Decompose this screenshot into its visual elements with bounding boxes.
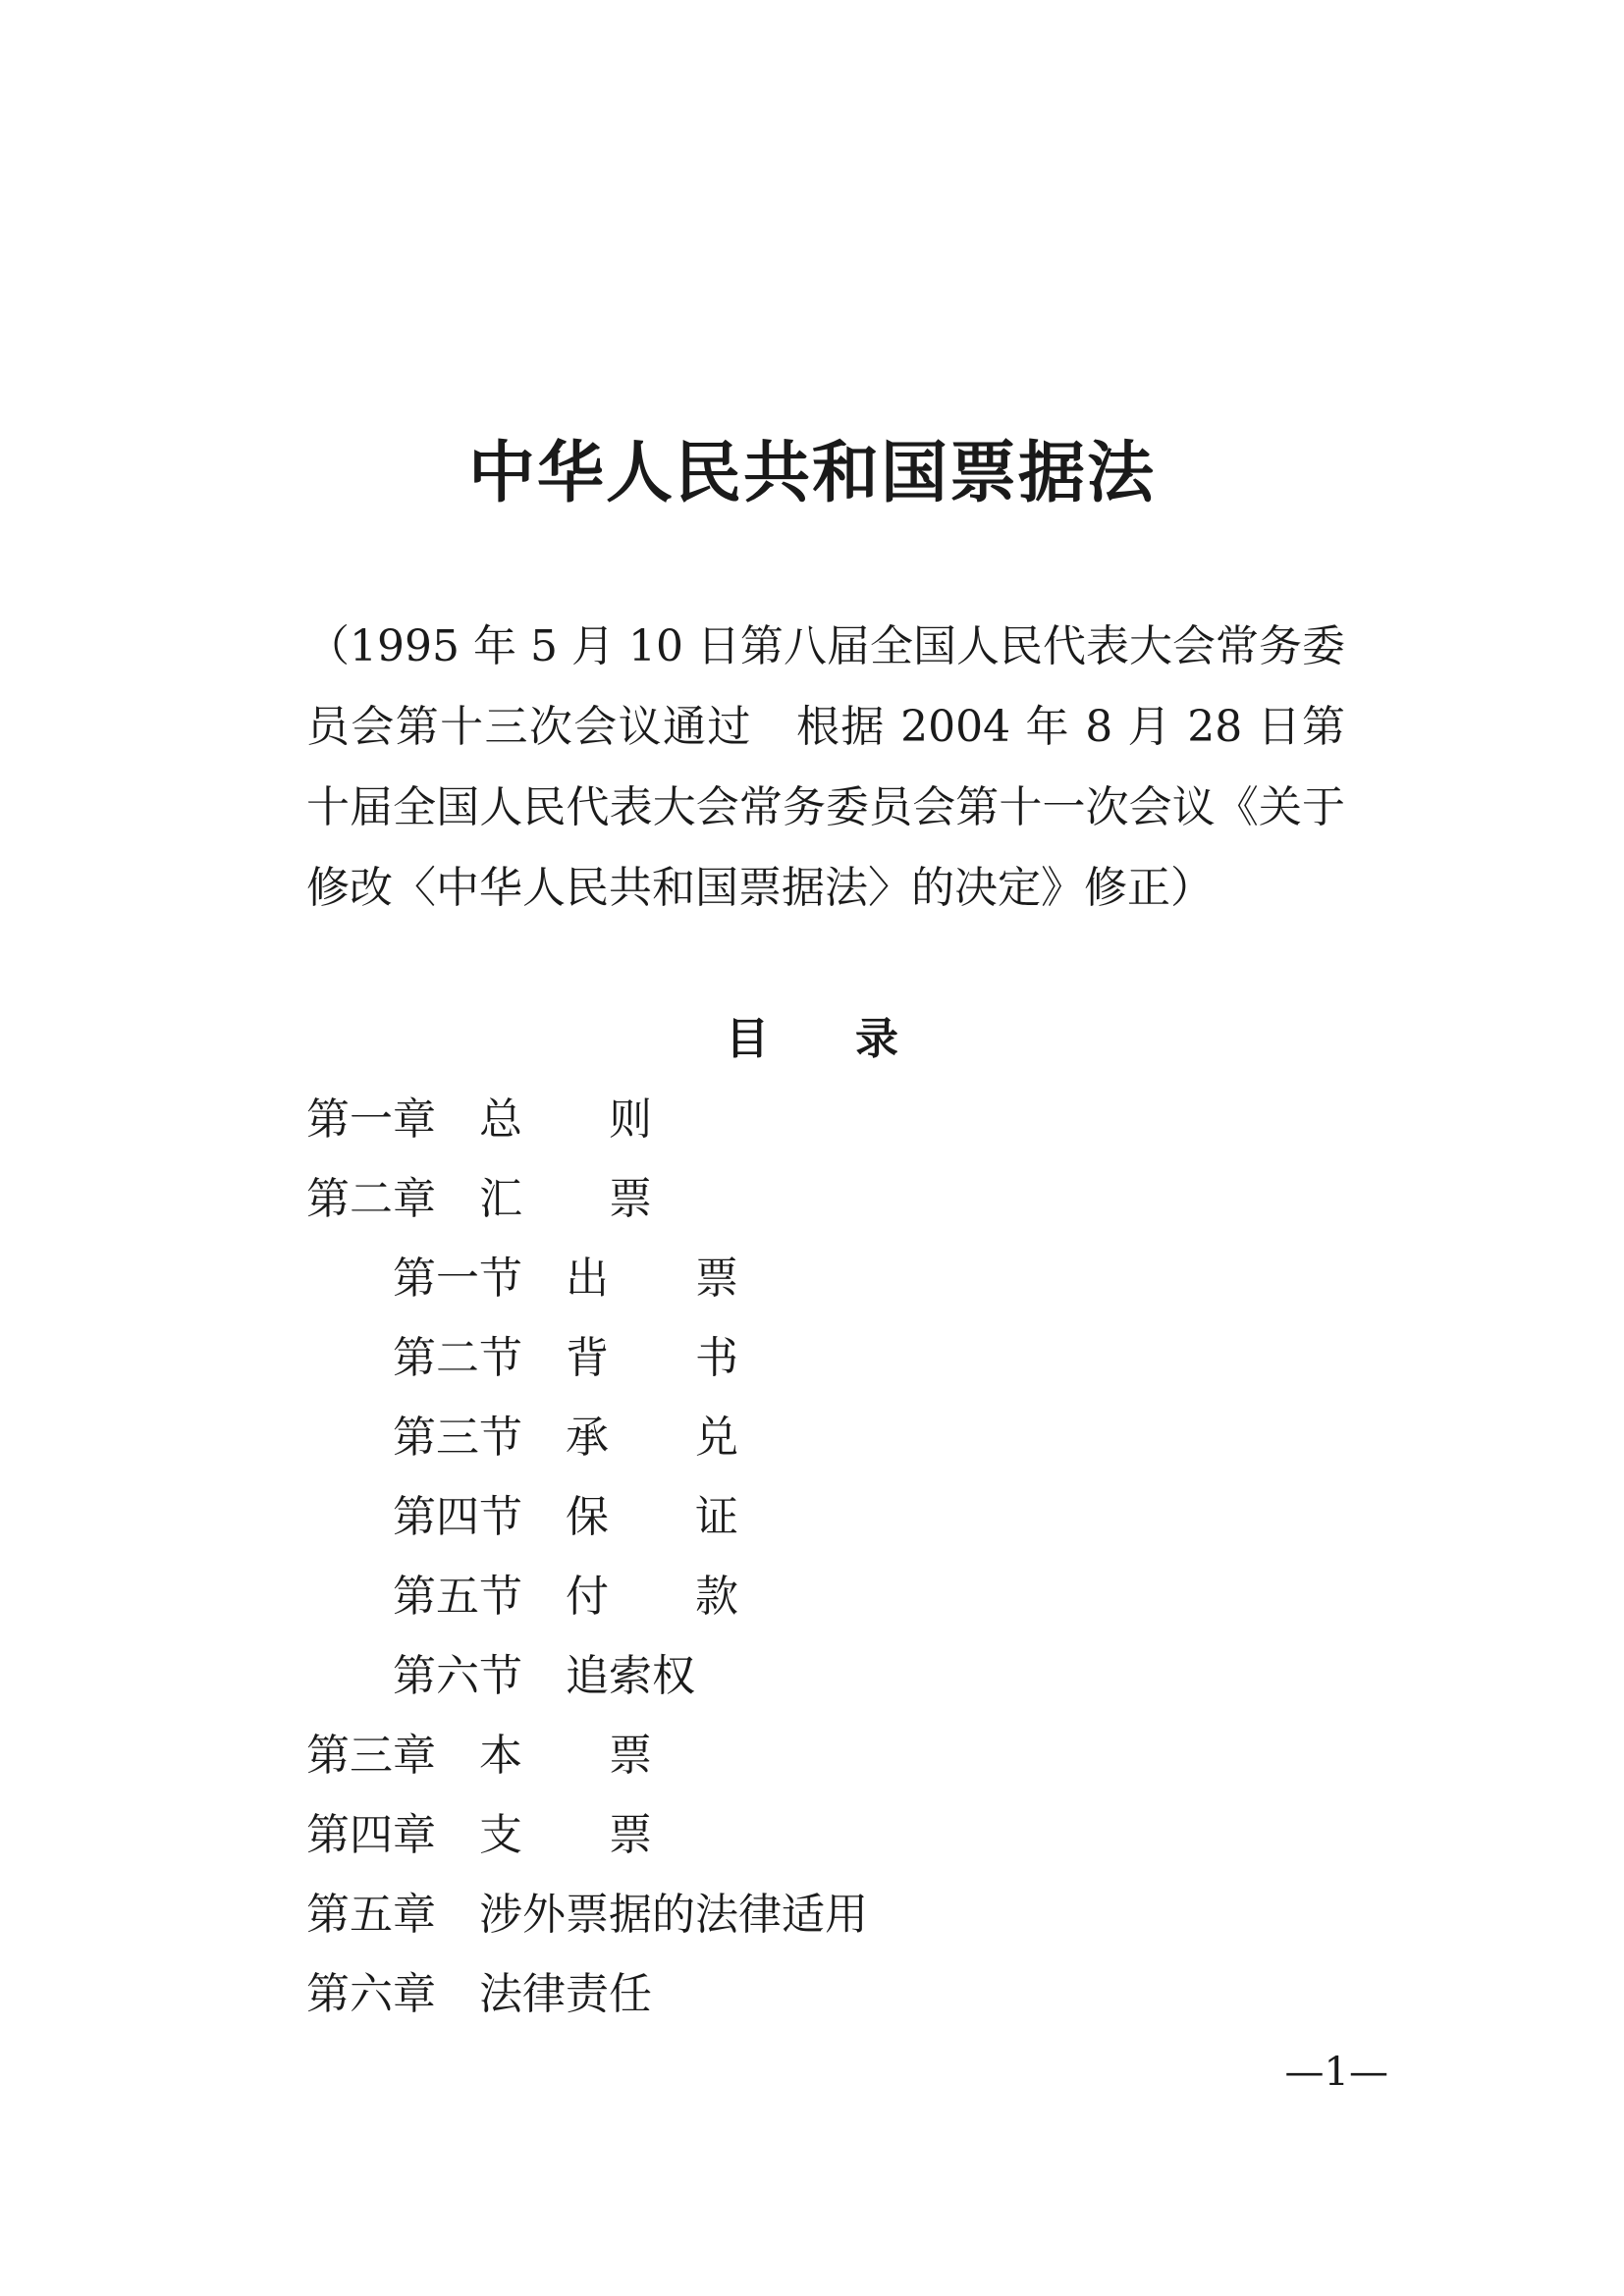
toc-item-title: 付款 (566, 1572, 825, 1622)
toc-item (306, 1398, 1386, 1477)
toc-item-title: 本票 (479, 1731, 738, 1781)
toc-item-title: 追索权 (566, 1651, 695, 1701)
toc-item-number: 第四章 (306, 1810, 436, 1860)
toc-item (306, 1875, 1386, 1954)
toc-item-number: 第五节 (393, 1572, 522, 1622)
toc-item-number: 第六章 (306, 1969, 436, 2019)
toc-item-number: 第五章 (306, 1890, 436, 1940)
toc-item-title: 背书 (566, 1333, 825, 1383)
adoption-note: （1995 年 5 月 10 日第八届全国人民代表大会常务委员会第十三次会议通过 根据 2004 年 8 月 28 日第十届全国人民代表大会常务委员会第十一次会议《关于修改〈中华人民共和国票据法〉的决定》修正） (306, 621, 1345, 913)
toc-item-title: 保证 (566, 1492, 825, 1542)
toc-item (306, 1318, 1386, 1398)
toc-item (306, 1557, 1386, 1636)
toc-item-title: 支票 (479, 1810, 738, 1860)
table-of-contents (306, 1080, 1386, 2034)
toc-item-number: 第三章 (306, 1731, 436, 1781)
toc-item-number: 第一节 (393, 1254, 522, 1304)
toc-heading: 目录 (726, 1014, 985, 1064)
toc-item (306, 1239, 1386, 1318)
toc-item-title: 承兑 (566, 1413, 825, 1463)
toc-item-number: 第四节 (393, 1492, 522, 1542)
toc-item (306, 1795, 1386, 1875)
toc-item-title: 总则 (479, 1095, 738, 1145)
toc-item (306, 1636, 1386, 1716)
law-title: 中华人民共和国票据法 (467, 435, 1156, 512)
toc-item-title: 涉外票据的法律适用 (479, 1890, 868, 1940)
toc-item-number: 第二节 (393, 1333, 522, 1383)
toc-item-title: 出票 (566, 1254, 825, 1304)
toc-item (306, 1080, 1386, 1159)
toc-item-number: 第一章 (306, 1095, 436, 1145)
toc-item (306, 1159, 1386, 1239)
toc-item-number: 第二章 (306, 1174, 436, 1224)
toc-item-title: 汇票 (479, 1174, 738, 1224)
toc-item (306, 1477, 1386, 1557)
toc-item-title: 法律责任 (479, 1969, 652, 2019)
toc-item-number: 第六节 (393, 1651, 522, 1701)
toc-item-number: 第三节 (393, 1413, 522, 1463)
page-number: —1— (1284, 2050, 1388, 2095)
toc-item (306, 1954, 1386, 2034)
toc-item (306, 1716, 1386, 1795)
